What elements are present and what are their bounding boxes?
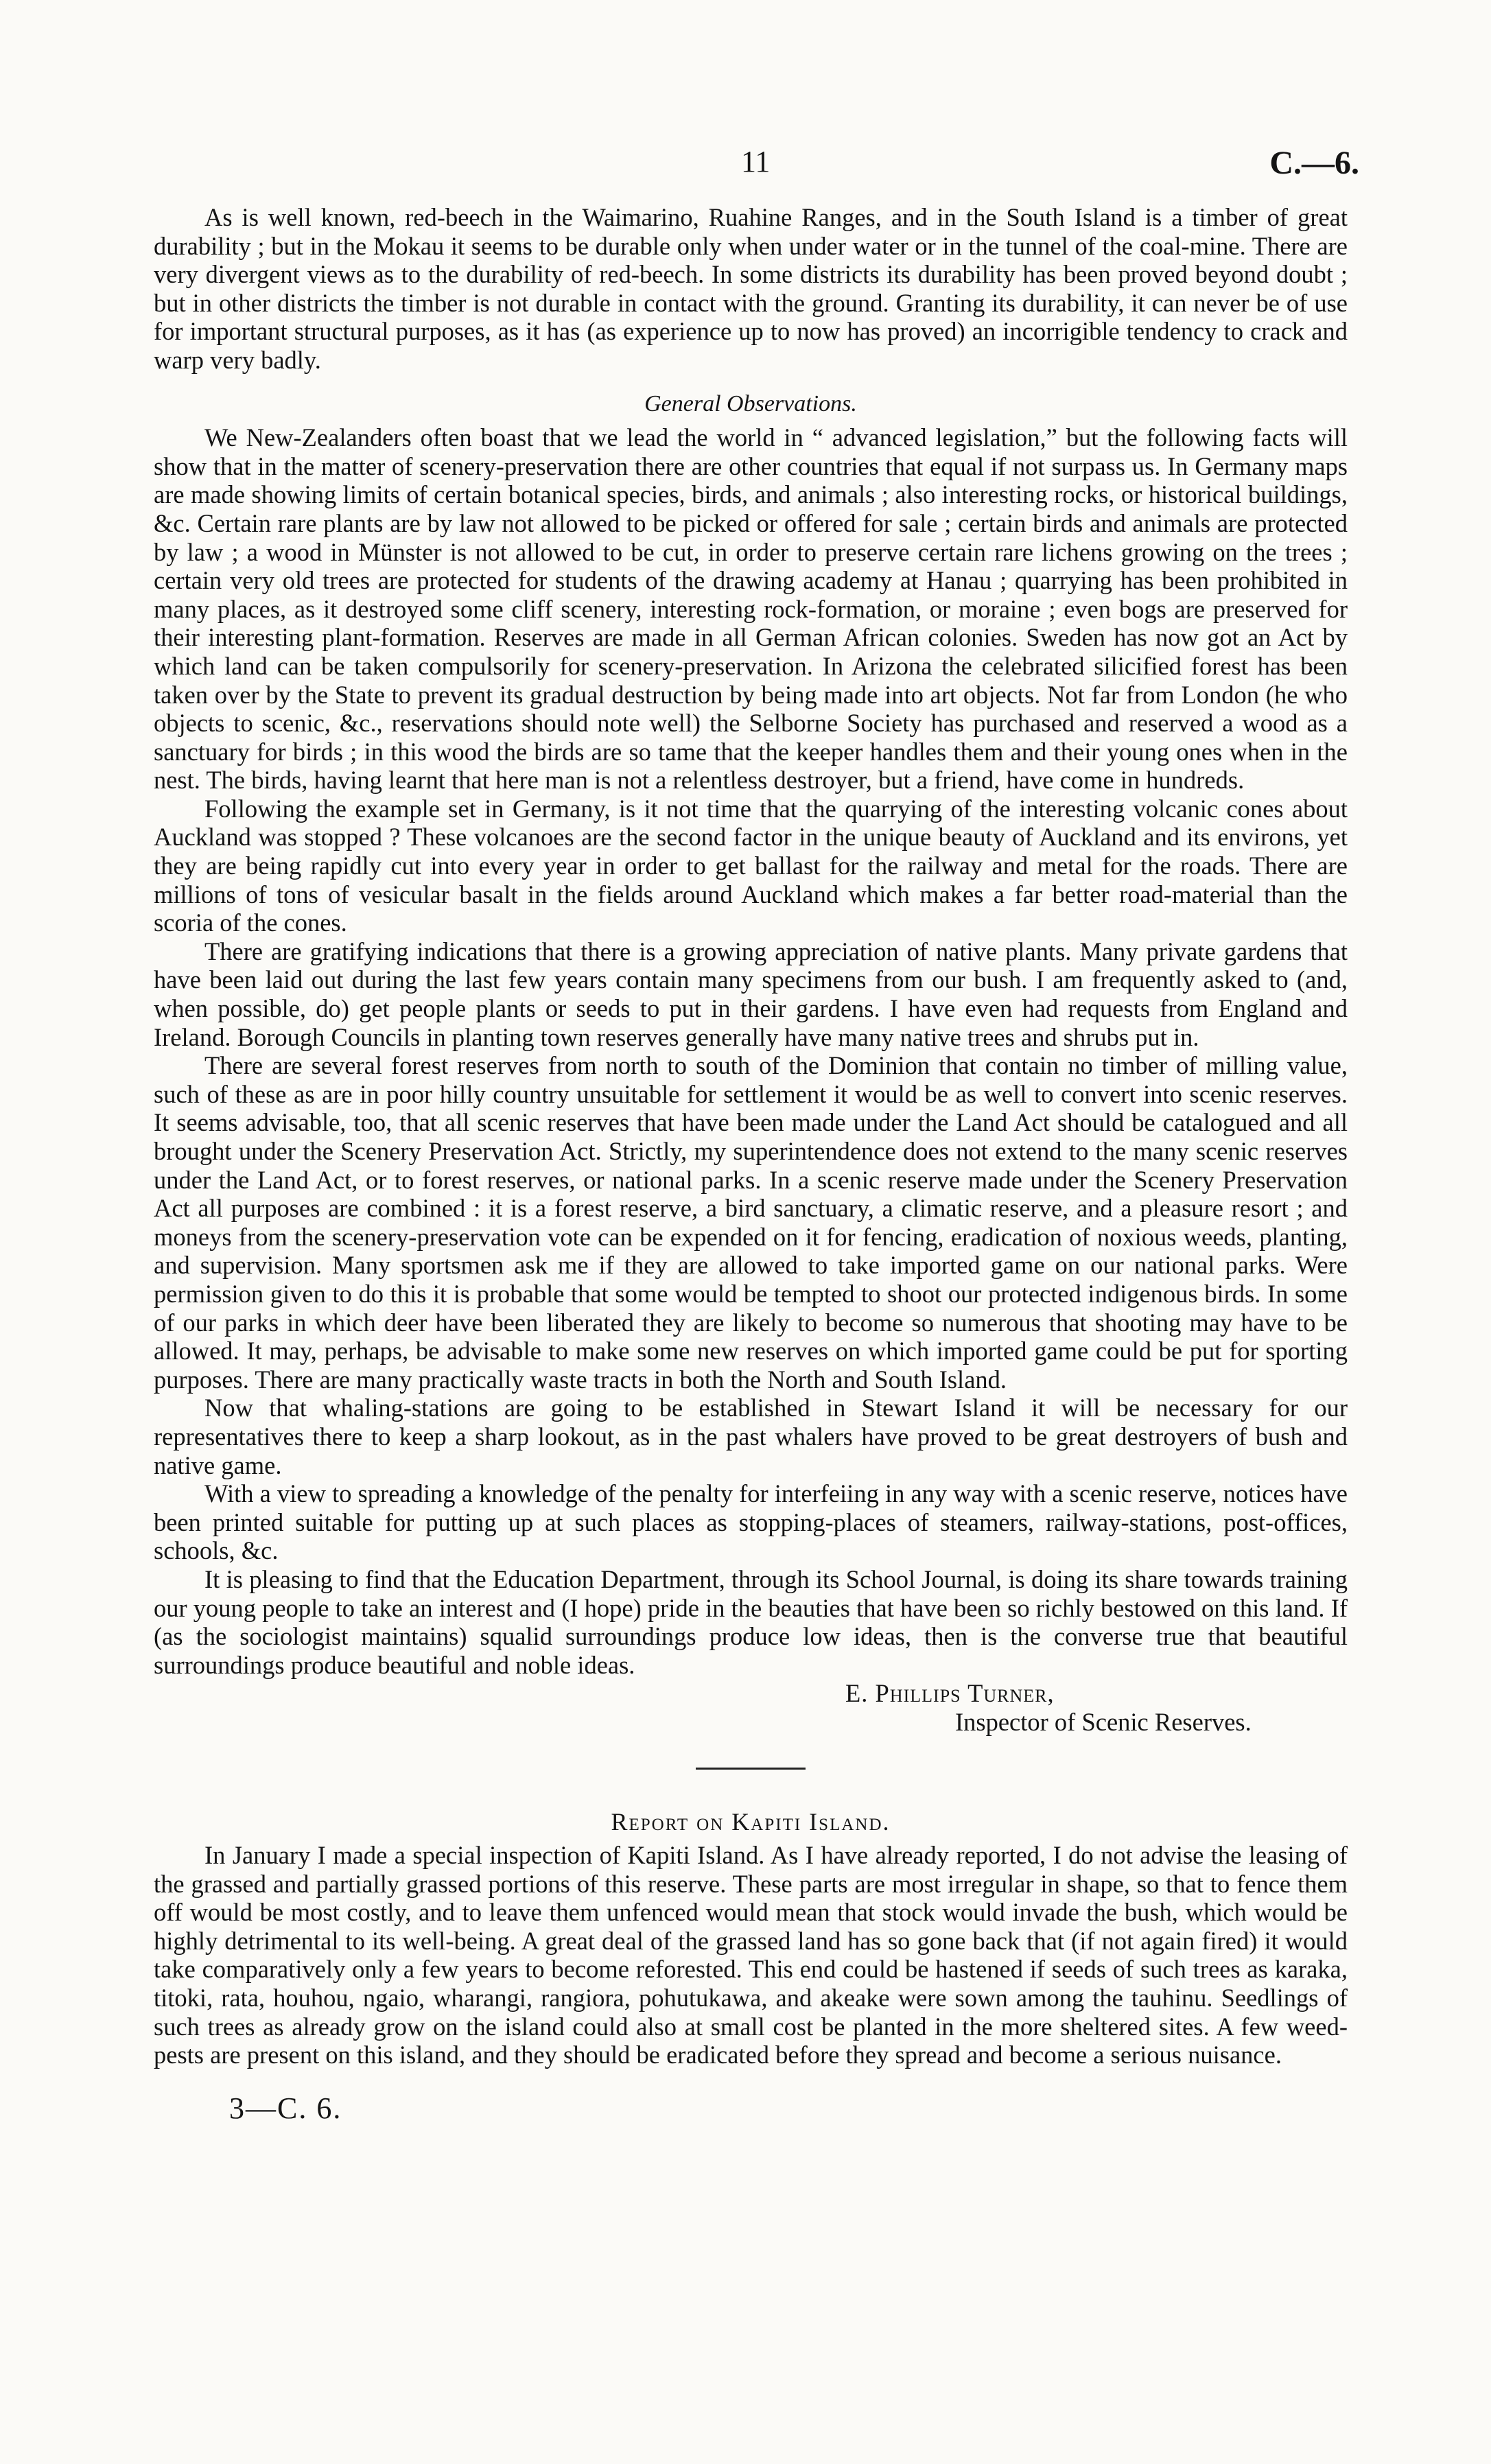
page-header: [0, 144, 1491, 185]
section-heading-general-observations: General Observations.: [644, 390, 857, 416]
paragraph-native-plants: There are gratifying indications that there is a growing appreciation of native plants. Many private gardens that have been laid out during the last few years contain many specimens from our bush. I am frequently asked to (and, when possible, do) get people plants or seeds to put in their gardens. I have even had requests from England and Ireland. Borough Councils in planting town reserves generally have many native trees and shrubs put in.: [154, 937, 1348, 1051]
section-heading-kapiti-report: Report on Kapiti Island.: [611, 1808, 891, 1836]
paragraph-kapiti: In January I made a special inspection of Kapiti Island. As I have already reported, I do not advise the leasing of the grassed and partially grassed portions of this reserve. These parts are most irregular in shape, so that to fence them off would be most costly, and to leave them unfenced would mean that stock would invade the bush, which would be highly detrimental to its well-being. A great deal of the grassed land has so gone back that (if not again fired) it would take comparatively only a few years to become reforested. This end could be hastened if seeds of such trees as karaka, titoki, rata, houhou, ngaio, wharangi, rangiora, pohutukawa, and akeake were sown among the tauhinu. Seedlings of such trees as already grow on the island could also at small cost be planted in the more sheltered sites. A few weed-pests are present on this island, and they should be eradicated before they spread and become a serious nuisance.: [154, 1841, 1348, 2069]
paragraph-legislation: We New-Zealanders often boast that we lead the world in “ advanced legislation,” but the following facts will show that in the matter of scenery-preservation there are other countries that equal if not surpass us. In Germany maps are made showing limits of certain botanical species, birds, and animals ; also interesting rocks, or historical buildings, &c. Certain rare plants are by law not allowed to be picked or offered for sale ; certain birds and animals are protected by law ; a wood in Münster is not allowed to be cut, in order to preserve certain rare lichens growing on the trees ; certain very old trees are protected for students of the drawing academy at Hanau ; quarrying has been prohibited in many places, as it destroyed some cliff scenery, interesting rock-formation, or moraine ; even bogs are preserved for their interesting plant-formation. Reserves are made in all German African colonies. Sweden has now got an Act by which land can be taken compulsorily for scenery-preservation. In Arizona the celebrated silicified forest has been taken over by the State to prevent its gradual destruction by being made into art objects. Not far from London (he who objects to scenic, &c., reservations should note well) the Selborne Society has purchased and reserved a wood as a sanctuary for birds ; in this wood the birds are so tame that the keeper handles them and their young ones when in the nest. The birds, having learnt that here man is not a relentless destroyer, but a friend, have come in hundreds.: [154, 423, 1348, 795]
signature-title: Inspector of Scenic Reserves.: [955, 1707, 1252, 1736]
paragraph-whaling: Now that whaling-stations are going to be established in Stewart Island it will be necessary for our representatives there to keep a sharp lookout, as in the past whalers have proved to be great destroyers of bush and native game.: [154, 1394, 1348, 1479]
paragraph-auckland-cones: Following the example set in Germany, is it not time that the quarrying of the interesting volcanic cones about Auckland was stopped ? These volcanoes are the second factor in the unique beauty of Auckland and its environs, yet they are being rapidly cut into every year in order to get ballast for the railway and metal for the roads. There are millions of tons of vesicular basalt in the fields around Auckland which makes a far better road-material than the scoria of the cones.: [154, 794, 1348, 937]
signature-name: E. Phillips Turner,: [845, 1679, 1055, 1708]
section-divider: [696, 1768, 806, 1770]
signature-code: 3—C. 6.: [229, 2091, 342, 2125]
paragraph-notices: With a view to spreading a knowledge of the penalty for interfeiing in any way with a scenic reserve, notices have been printed suitable for putting up at such places as stopping-places of steamers, railway-stations, post-offices, schools, &c.: [154, 1479, 1348, 1565]
paragraph-forest-reserves: There are several forest reserves from north to south of the Dominion that contain no timber of milling value, such of these as are in poor hilly country unsuitable for settlement it would be as well to convert into scenic reserves. It seems advisable, too, that all scenic reserves that have been made under the Land Act should be catalogued and all brought under the Scenery Preservation Act. Strictly, my superintendence does not extend to the many scenic reserves under the Land Act, or to forest reserves, or national parks. In a scenic reserve made under the Scenery Preservation Act all purposes are combined : it is a forest reserve, a bird sanctuary, a climatic reserve, and a pleasure resort ; and moneys from the scenery-preservation vote can be expended on it for fencing, eradication of noxious weeds, planting, and supervision. Many sportsmen ask me if they are allowed to take imported game on our national parks. Were permission given to do this it is probable that some would be tempted to shoot our protected indigenous birds. In some of our parks in which deer have been liberated they are likely to become so numerous that shooting may have to be allowed. It may, perhaps, be advisable to make some new reserves on which imported game could be put for sporting purposes. There are many practically waste tracts in both the North and South Island.: [154, 1051, 1348, 1394]
page-number: 11: [741, 145, 771, 178]
paragraph-education: It is pleasing to find that the Education Department, through its School Journal, is doing its share towards training our young people to take an interest and (I hope) pride in the beauties that have been so richly bestowed on this land. If (as the sociologist maintains) squalid surroundings produce low ideas, then is the converse true that beautiful surroundings produce beautiful and noble ideas.: [154, 1564, 1348, 1679]
paragraph-red-beech: As is well known, red-beech in the Waimarino, Ruahine Ranges, and in the South Island is a timber of great durability ; but in the Mokau it seems to be durable only when under water or in the tunnel of the coal-mine. There are very divergent views as to the durability of red-beech. In some districts its durability has been proved beyond doubt ; but in other districts the timber is not durable in contact with the ground. Granting its durability, it can never be of use for important structural purposes, as it has (as experience up to now has proved) an incorrigible tendency to crack and warp very badly.: [154, 203, 1348, 374]
signature-block: [154, 1679, 1348, 1736]
body-text: [154, 203, 1348, 2125]
document-code: C.—6.: [1269, 145, 1359, 181]
